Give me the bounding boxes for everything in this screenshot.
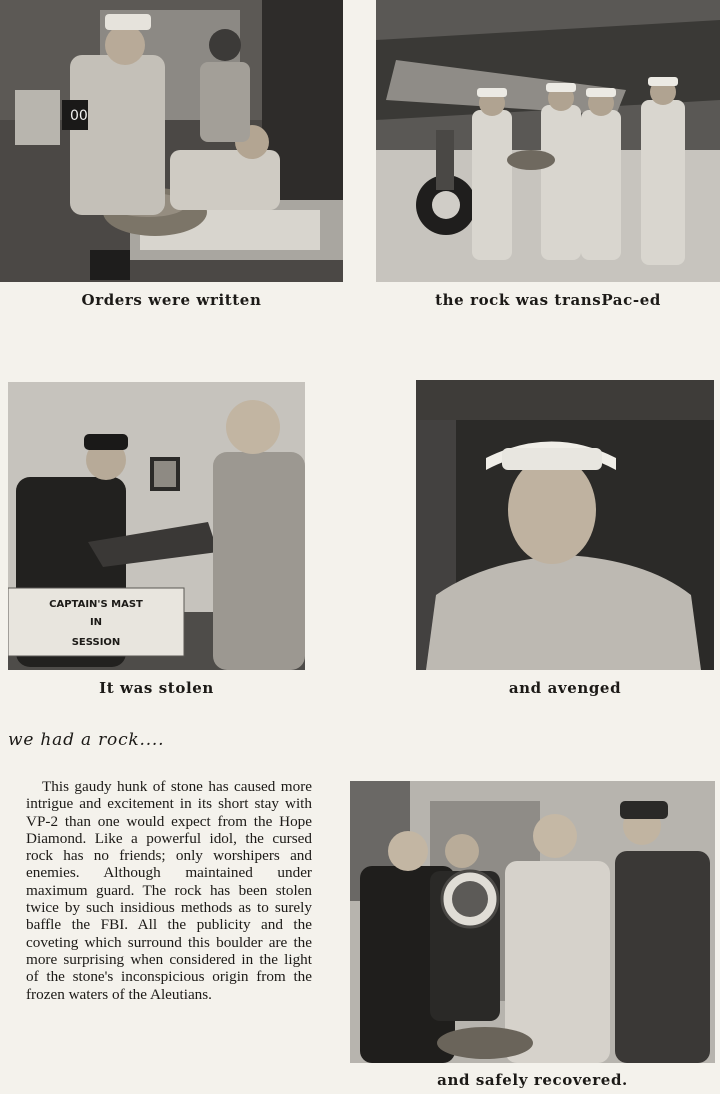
section-heading: we had a rock.... (8, 730, 165, 750)
caption-rock-avenged: and avenged (508, 679, 622, 697)
body-paragraph: This gaudy hunk of stone has caused more intrigue and excitement in its short stay with VP-2 than one would expect from the Hope Diamond. Like a powerful idol, the cursed rock has no friends; only worshipers and enemies. Although maintained under maximum guard. The rock has been stolen twice by such insidious methods as to surely baffle the FBI. All the publicity and the coveting which surround this boulder are the more surprising when considered in the light of the stone's inconspicious origin from the frozen waters of the Aleutians. (26, 778, 312, 1003)
armband-text: 00 (70, 108, 88, 124)
photo-orders-written (0, 0, 343, 282)
caption-orders-written: Orders were written (81, 291, 262, 309)
caption-rock-recovered: and safely recovered. (437, 1071, 628, 1089)
captains-mast-photo (8, 382, 305, 670)
photo-rock-recovered (350, 781, 715, 1063)
caption-rock-transpaced: the rock was transPac-ed (435, 291, 661, 309)
photo-rock-stolen (8, 382, 305, 670)
officers-by-aircraft-photo (376, 0, 720, 282)
officers-signing-orders-photo (0, 0, 343, 282)
sign-line-2: IN (89, 617, 103, 628)
sign-line-1: CAPTAIN'S MAST (49, 599, 143, 610)
photo-rock-avenged (416, 380, 714, 670)
sign-line-3: SESSION (71, 637, 121, 648)
sailor-portrait-photo (416, 380, 714, 670)
caption-rock-stolen: It was stolen (99, 679, 214, 697)
photo-rock-transpaced (376, 0, 720, 282)
handshake-ceremony-photo (350, 781, 715, 1063)
